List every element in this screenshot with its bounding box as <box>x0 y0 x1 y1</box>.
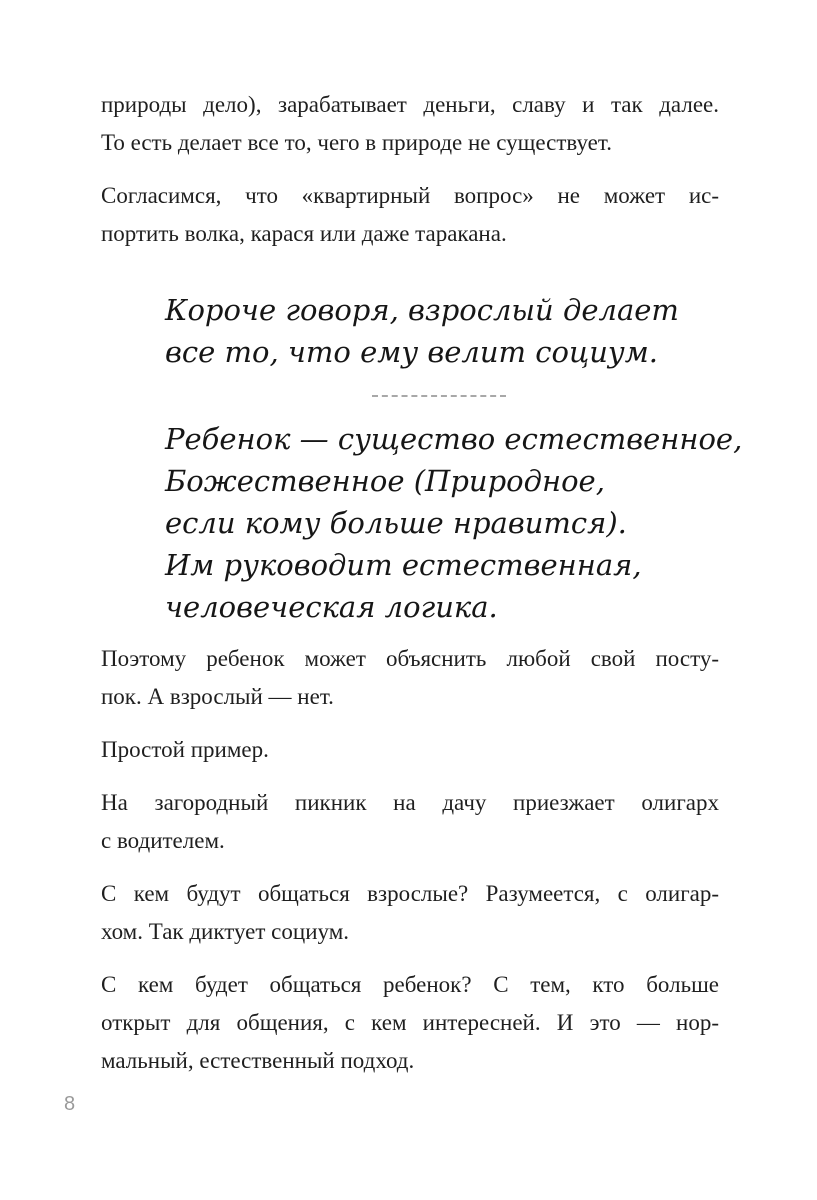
text-line: С кем будет общаться ребенок? С тем, кто больше <box>101 972 719 997</box>
handwritten-line: Короче говоря, взрослый делает <box>165 293 679 327</box>
handwritten-quote-2 <box>165 418 743 628</box>
paragraph-1 <box>101 86 719 162</box>
text-line: С кем будут общаться взрослые? Разумеется, с олигар- <box>101 881 719 906</box>
text-line: На загородный пикник на дачу приезжает олигарх <box>101 790 719 815</box>
text-line: Согласимся, что «квартирный вопрос» не может ис- <box>101 183 719 208</box>
text-line: открыт для общения, с кем интересней. И это — нор- <box>101 1010 719 1035</box>
handwritten-line: Божественное (Природное, <box>165 464 605 498</box>
handwritten-line: Им руководит естественная, <box>165 548 642 582</box>
handwritten-quote-1 <box>165 289 725 373</box>
text-line: с водителем. <box>101 828 225 853</box>
paragraph-6 <box>101 875 719 951</box>
page-number: 8 <box>64 1093 76 1115</box>
text-line: хом. Так диктует социум. <box>101 919 350 944</box>
paragraph-2 <box>101 177 719 253</box>
text-line: природы дело), зарабатывает деньги, славу и так далее. <box>101 92 719 117</box>
text-line: То есть делает все то, чего в природе не существует. <box>101 130 612 155</box>
paragraph-7 <box>101 966 719 1080</box>
paragraph-5 <box>101 784 719 860</box>
handwritten-line: все то, что ему велит социум. <box>165 335 658 369</box>
handwritten-line: если кому больше нравится). <box>165 506 627 540</box>
text-line: Простой пример. <box>101 737 269 762</box>
dashed-divider <box>372 395 506 397</box>
text-line: пок. А взрослый — нет. <box>101 684 334 709</box>
handwritten-line: Ребенок — существо естественное, <box>165 422 743 456</box>
paragraph-4 <box>101 731 719 769</box>
text-line: портить волка, карася или даже таракана. <box>101 221 507 246</box>
handwritten-line: человеческая логика. <box>165 590 498 624</box>
paragraph-3 <box>101 640 719 716</box>
text-line: Поэтому ребенок может объяснить любой свой посту- <box>101 646 719 671</box>
text-line: мальный, естественный подход. <box>101 1048 415 1073</box>
